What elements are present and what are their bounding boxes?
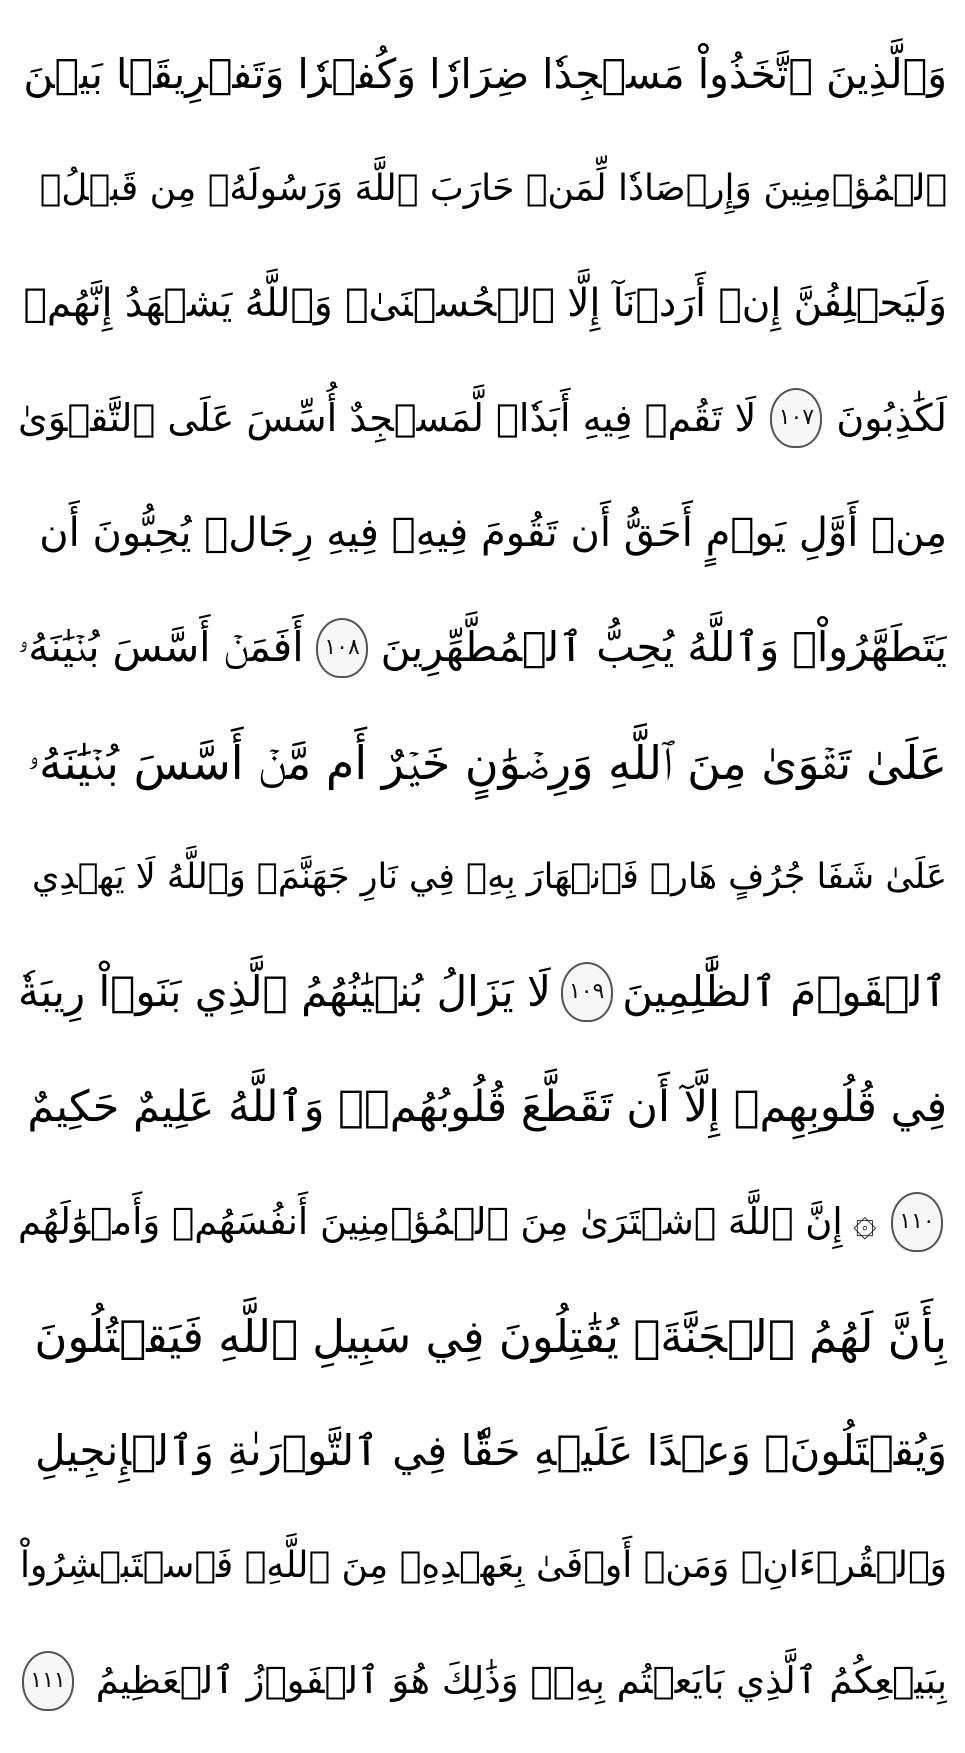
verse-lines xyxy=(18,22,947,1733)
ayah-number: ١١١ xyxy=(30,1667,66,1693)
ayah-number: ١٠٨ xyxy=(324,634,360,660)
verse-line xyxy=(18,252,947,356)
ayah-number-marker xyxy=(561,962,613,1022)
verse-text: وَلَيَحۡلِفُنَّ إِنۡ أَرَدۡنَآ إِلَّا ٱلۡحُسۡنَىٰۖ وَٱللَّهُ يَشۡهَدُ إِنَّهُمۡ xyxy=(23,281,947,327)
rub-el-hizb-icon: ۞ xyxy=(853,1198,877,1245)
verse-line xyxy=(18,1514,947,1618)
ayah-number-marker xyxy=(316,618,368,678)
ayah-number-marker xyxy=(770,388,822,448)
verse-line xyxy=(18,711,947,815)
verse-text: إِنَّ ٱللَّهَ ٱشۡتَرَىٰ مِنَ ٱلۡمُؤۡمِنِينَ أَنفُسَهُمۡ وَأَمۡوَٰلَهُم xyxy=(18,1200,843,1244)
ayah-number: ١٠٩ xyxy=(568,979,605,1005)
verse-line xyxy=(18,596,947,700)
verse-text: وَيُقۡتَلُونَۖ وَعۡدًا عَلَيۡهِ حَقّٗا فِي ٱلتَّوۡرَىٰةِ وَٱلۡإِنجِيلِ xyxy=(34,1426,947,1476)
verse-text: وَٱلَّذِينَ ٱتَّخَذُواْ مَسۡجِدٗا ضِرَارٗا وَكُفۡرٗا وَتَفۡرِيقَۢا بَيۡنَ xyxy=(23,49,947,98)
verse-line xyxy=(18,1629,947,1733)
verse-line xyxy=(18,1399,947,1503)
verse-text: لَا يَزَالُ بُنۡيَٰنُهُمُ ٱلَّذِي بَنَوۡاْ رِيبَةٗ xyxy=(18,967,551,1017)
verse-text: فِي قُلُوبِهِمۡ إِلَّآ أَن تَقَطَّعَ قُلُوبُهُمۡۗ وَٱللَّهُ عَلِيمٌ حَكِيمٌ xyxy=(27,1081,947,1132)
verse-text: أَفَمَنۡ أَسَّسَ بُنۡيَٰنَهُۥ xyxy=(18,623,304,672)
verse-text: يَتَطَهَّرُواْۚ وَٱللَّهُ يُحِبُّ ٱلۡمُطَّهِّرِينَ xyxy=(380,623,947,672)
verse-text: ٱلۡمُؤۡمِنِينَ وَإِرۡصَادٗا لِّمَنۡ حَارَبَ ٱللَّهَ وَرَسُولَهُۥ مِن قَبۡلُۚ xyxy=(39,167,947,209)
verse-line xyxy=(18,1170,947,1274)
verse-line xyxy=(18,137,947,241)
verse-text: بِأَنَّ لَهُمُ ٱلۡجَنَّةَۚ يُقَٰتِلُونَ فِي سَبِيلِ ٱللَّهِ فَيَقۡتُلُونَ xyxy=(34,1310,947,1364)
verse-line xyxy=(18,22,947,126)
ayah-number: ١١٠ xyxy=(899,1208,935,1234)
verse-line xyxy=(18,825,947,929)
verse-text: مِنۡ أَوَّلِ يَوۡمٍ أَحَقُّ أَن تَقُومَ فِيهِۚ فِيهِ رِجَالٞ يُحِبُّونَ أَن xyxy=(39,510,947,557)
ayah-number-marker xyxy=(22,1651,74,1711)
verse-text: وَٱلۡقُرۡءَانِۚ وَمَنۡ أَوۡفَىٰ بِعَهۡدِهِۦ مِنَ ٱللَّهِۚ فَٱسۡتَبۡشِرُواْ xyxy=(19,1545,947,1587)
verse-line xyxy=(18,366,947,470)
verse-line xyxy=(18,1285,947,1389)
verse-text: عَلَىٰ تَقۡوَىٰ مِنَ ٱللَّهِ وَرِضۡوَٰنٍ خَيۡرٌ أَم مَّنۡ أَسَّسَ بُنۡيَٰنَهُۥ xyxy=(27,735,947,790)
verse-line xyxy=(18,481,947,585)
verse-text: عَلَىٰ شَفَا جُرُفٍ هَارٖ فَٱنۡهَارَ بِهِۦ فِي نَارِ جَهَنَّمَۗ وَٱللَّهُ لَا يَهۡدِي xyxy=(31,856,947,897)
verse-text: لَا تَقُمۡ فِيهِ أَبَدٗاۚ لَّمَسۡجِدٌ أُسِّسَ عَلَى ٱلتَّقۡوَىٰ xyxy=(18,396,757,441)
verse-text: بِبَيۡعِكُمُ ٱلَّذِي بَايَعۡتُم بِهِۦۚ وَذَٰلِكَ هُوَ ٱلۡفَوۡزُ ٱلۡعَظِيمُ xyxy=(95,1659,947,1703)
verse-line xyxy=(18,1055,947,1159)
verse-text: ٱلۡقَوۡمَ ٱلظَّٰلِمِينَ xyxy=(622,967,947,1017)
ayah-number: ١٠٧ xyxy=(778,405,815,431)
ayah-number-marker xyxy=(891,1192,943,1252)
verse-line xyxy=(18,940,947,1044)
verse-text: لَكَٰذِبُونَ xyxy=(836,396,947,441)
